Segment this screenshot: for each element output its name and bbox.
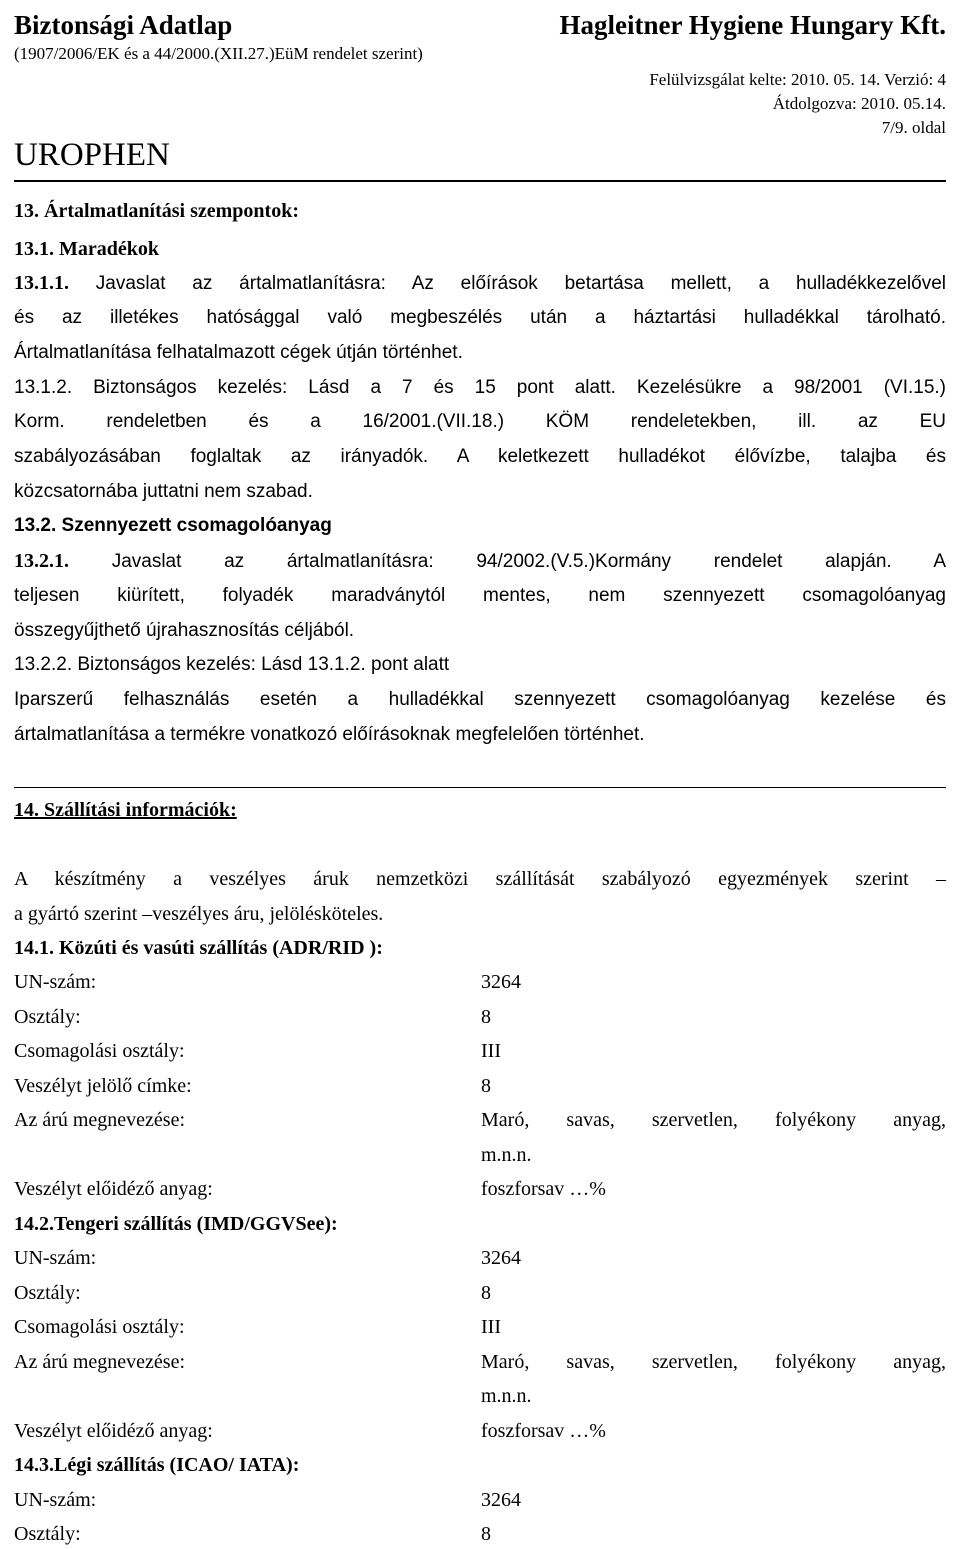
packing-group-label: Csomagolási osztály: <box>14 1316 185 1338</box>
class-label: Osztály: <box>14 1006 81 1028</box>
section-divider <box>14 787 946 788</box>
un-number-label: UN-szám: <box>14 1247 97 1269</box>
hazard-cause-label: Veszélyt előidéző anyag: <box>14 1420 213 1442</box>
paragraph-line: Korm. rendeletben és a 16/2001.(VII.18.) KÖM rendeletekben, ill. az EU <box>14 411 946 432</box>
section-13-2-1-number: 13.2.1. <box>14 550 69 572</box>
un-number-value: 3264 <box>481 971 521 993</box>
regulation-reference: (1907/2006/EK és a 44/2000.(XII.27.)EüM rendelet szerint) <box>14 44 423 63</box>
goods-name-value-cont: m.n.n. <box>481 1385 532 1407</box>
goods-name-value-cont: m.n.n. <box>481 1144 532 1166</box>
hazard-cause-label: Veszélyt előidéző anyag: <box>14 1178 213 1200</box>
section-14-title: 14. Szállítási információk: <box>14 799 237 821</box>
hazard-label-value: 8 <box>481 1075 491 1097</box>
section-13-1-title: 13.1. Maradékok <box>14 238 159 260</box>
class-label: Osztály: <box>14 1282 81 1304</box>
paragraph-line: 13.2.1. Javaslat az ártalmatlanításra: 94/2002.(V.5.)Kormány rendelet alapján. A <box>14 550 946 572</box>
section-13-2-title: 13.2. Szennyezett csomagolóanyag <box>14 515 332 536</box>
packing-group-value: III <box>481 1040 501 1062</box>
class-value: 8 <box>481 1282 491 1304</box>
paragraph-line: közcsatornába juttatni nem szabad. <box>14 481 313 502</box>
goods-name-value: Maró, savas, szervetlen, folyékony anyag, <box>481 1351 946 1373</box>
hazard-label-label: Veszélyt jelölő címke: <box>14 1075 192 1097</box>
paragraph-line: szabályozásában foglaltak az irányadók. A keletkezett hulladékot élővízbe, talajba és <box>14 446 946 467</box>
hazard-cause-value: foszforsav …% <box>481 1178 606 1200</box>
un-number-value: 3264 <box>481 1247 521 1269</box>
goods-name-label: Az árú megnevezése: <box>14 1351 186 1373</box>
reworked-date: Átdolgozva: 2010. 05.14. <box>772 94 946 113</box>
section-13-title: 13. Ártalmatlanítási szempontok: <box>14 200 299 222</box>
product-name: UROPHEN <box>14 137 170 173</box>
paragraph-line: 13.2.2. Biztonságos kezelés: Lásd 13.1.2. pont alatt <box>14 654 450 675</box>
class-value: 8 <box>481 1523 491 1545</box>
section-14-3-title: 14.3.Légi szállítás (ICAO/ IATA): <box>14 1454 300 1476</box>
paragraph-line: és az illetékes hatósággal való megbeszélés után a háztartási hulladékkal tárolható. <box>14 307 946 328</box>
paragraph-line: Iparszerű felhasználás esetén a hulladékkal szennyezett csomagolóanyag kezelése és <box>14 689 946 710</box>
paragraph-line: 13.1.2. Biztonságos kezelés: Lásd a 7 és 15 pont alatt. Kezelésükre a 98/2001 (VI.15.) <box>14 377 946 398</box>
paragraph-line: 13.1.1. Javaslat az ártalmatlanításra: Az előírások betartása mellett, a hulladékkezelővel <box>14 272 946 294</box>
section-14-1-title: 14.1. Közúti és vasúti szállítás (ADR/RID ): <box>14 937 383 959</box>
goods-name-label: Az árú megnevezése: <box>14 1109 186 1131</box>
hazard-cause-value: foszforsav …% <box>481 1420 606 1442</box>
header-divider <box>14 180 946 182</box>
section-14-2-title: 14.2.Tengeri szállítás (IMD/GGVSee): <box>14 1213 338 1235</box>
paragraph-line: összegyűjthető újrahasznosítás céljából. <box>14 620 355 641</box>
page-number: 7/9. oldal <box>881 118 946 137</box>
paragraph-line: ártalmatlanítása a termékre vonatkozó előírásoknak megfelelően történhet. <box>14 724 645 745</box>
class-value: 8 <box>481 1006 491 1028</box>
goods-name-value: Maró, savas, szervetlen, folyékony anyag, <box>481 1109 946 1131</box>
un-number-label: UN-szám: <box>14 1489 97 1511</box>
paragraph-line: Ártalmatlanítása felhatalmazott cégek útján történhet. <box>14 342 463 363</box>
packing-group-value: III <box>481 1316 501 1338</box>
paragraph-line: a gyártó szerint –veszélyes áru, jelölésköteles. <box>14 903 384 925</box>
packing-group-label: Csomagolási osztály: <box>14 1040 185 1062</box>
class-label: Osztály: <box>14 1523 81 1545</box>
company-name: Hagleitner Hygiene Hungary Kft. <box>559 10 946 40</box>
paragraph-line: teljesen kiürített, folyadék maradványtól mentes, nem szennyezett csomagolóanyag <box>14 585 946 606</box>
document-title: Biztonsági Adatlap <box>14 10 233 40</box>
un-number-value: 3264 <box>481 1489 521 1511</box>
revision-date: Felülvizsgálat kelte: 2010. 05. 14. Verzió: 4 <box>649 70 946 89</box>
section-13-1-1-number: 13.1.1. <box>14 272 69 294</box>
un-number-label: UN-szám: <box>14 971 97 993</box>
paragraph-line: A készítmény a veszélyes áruk nemzetközi szállítását szabályozó egyezmények szerint – <box>14 868 946 890</box>
